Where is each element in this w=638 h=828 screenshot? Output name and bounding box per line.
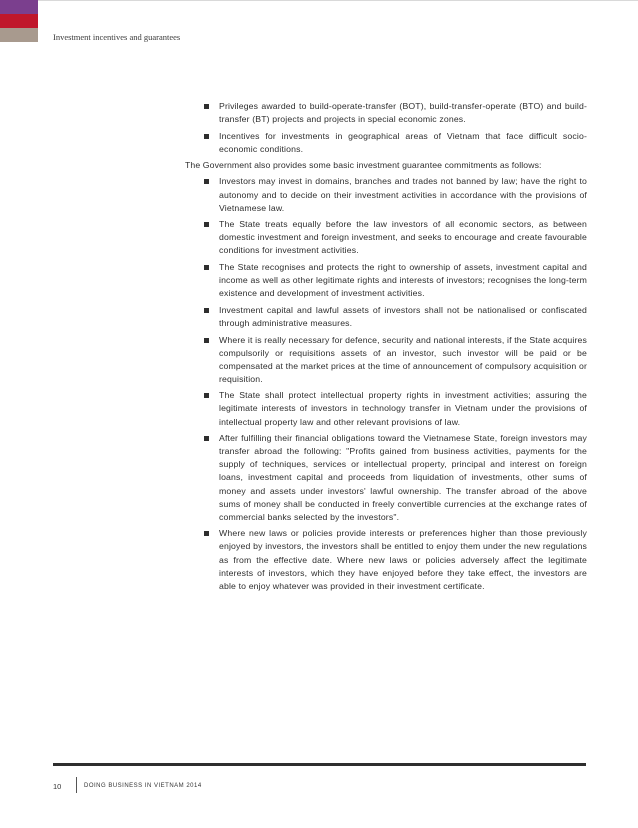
square-bullet-icon xyxy=(204,531,209,536)
list-item: Investors may invest in domains, branches and trades not banned by law; have the right to autonomy and to decide on their investment activities in accordance with the provisions of Vietnamese law. xyxy=(185,175,587,214)
square-bullet-icon xyxy=(204,104,209,109)
list-item: Investment capital and lawful assets of investors shall not be nationalised or confiscated through administrative measures. xyxy=(185,304,587,330)
color-bar-red xyxy=(0,14,38,28)
list-item: Where new laws or policies provide interests or preferences higher than those previously enjoyed by investors, the investors shall be entitled to enjoy them under the new regulations as from the effective date. Where new laws or policies adversely affect the legitimate interests of investors, which they have enjoyed before they take effect, the investors are able to enjoy whatever was provided in their investment certificate. xyxy=(185,527,587,592)
guarantee-list xyxy=(185,175,587,592)
square-bullet-icon xyxy=(204,265,209,270)
list-item: After fulfilling their financial obligations toward the Vietnamese State, foreign investors may transfer abroad the following: "Profits gained from business activities, payments for the supply of techniques, services or intellectual property, principal and interest on foreign loans, investment capital and proceeds from liquidation of investments, other sums of money and assets under investors' lawful ownership. The transfer abroad of the above sums of money shall be conducted in freely convertible currencies at the exchange rates of commercial banks selected by the investors". xyxy=(185,432,587,524)
list-item: Privileges awarded to build-operate-transfer (BOT), build-transfer-operate (BTO) and build-transfer (BT) projects and projects in special economic zones. xyxy=(185,100,587,126)
square-bullet-icon xyxy=(204,222,209,227)
footer-divider xyxy=(76,777,77,793)
square-bullet-icon xyxy=(204,436,209,441)
square-bullet-icon xyxy=(204,393,209,398)
list-item: The State treats equally before the law investors of all economic sectors, as between domestic investment and foreign investment, and seeks to encourage and create favourable conditions for investment activities. xyxy=(185,218,587,257)
list-item: Where it is really necessary for defence, security and national interests, if the State acquires compulsorily or requisitions assets of an investor, such investor will be paid or be compensated at the market prices at the time of announcement of compulsory acquisition or requisition. xyxy=(185,334,587,386)
publication-title: DOING BUSINESS IN VIETNAM 2014 xyxy=(84,783,202,789)
body-content xyxy=(185,100,587,596)
section-title: Investment incentives and guarantees xyxy=(53,32,181,42)
square-bullet-icon xyxy=(204,134,209,139)
color-bar-purple xyxy=(0,0,38,14)
square-bullet-icon xyxy=(204,338,209,343)
list-item: Incentives for investments in geographical areas of Vietnam that face difficult socio-economic conditions. xyxy=(185,130,587,156)
footer-rule xyxy=(53,763,586,766)
incentive-list xyxy=(185,100,587,156)
page-number: 10 xyxy=(53,782,62,791)
color-bar-taupe xyxy=(0,28,38,42)
top-rule xyxy=(38,0,638,1)
guarantee-intro: The Government also provides some basic investment guarantee commitments as follows: xyxy=(185,160,542,171)
square-bullet-icon xyxy=(204,308,209,313)
square-bullet-icon xyxy=(204,179,209,184)
list-item: The State recognises and protects the right to ownership of assets, investment capital and income as well as other legitimate rights and interests of investors; recognises the long-term existence and development of investment activities. xyxy=(185,261,587,300)
list-item: The State shall protect intellectual property rights in investment activities; assuring the legitimate interests of investors in technology transfer in Vietnam under the provisions of intellectual property law and other relevant provisions of law. xyxy=(185,389,587,428)
